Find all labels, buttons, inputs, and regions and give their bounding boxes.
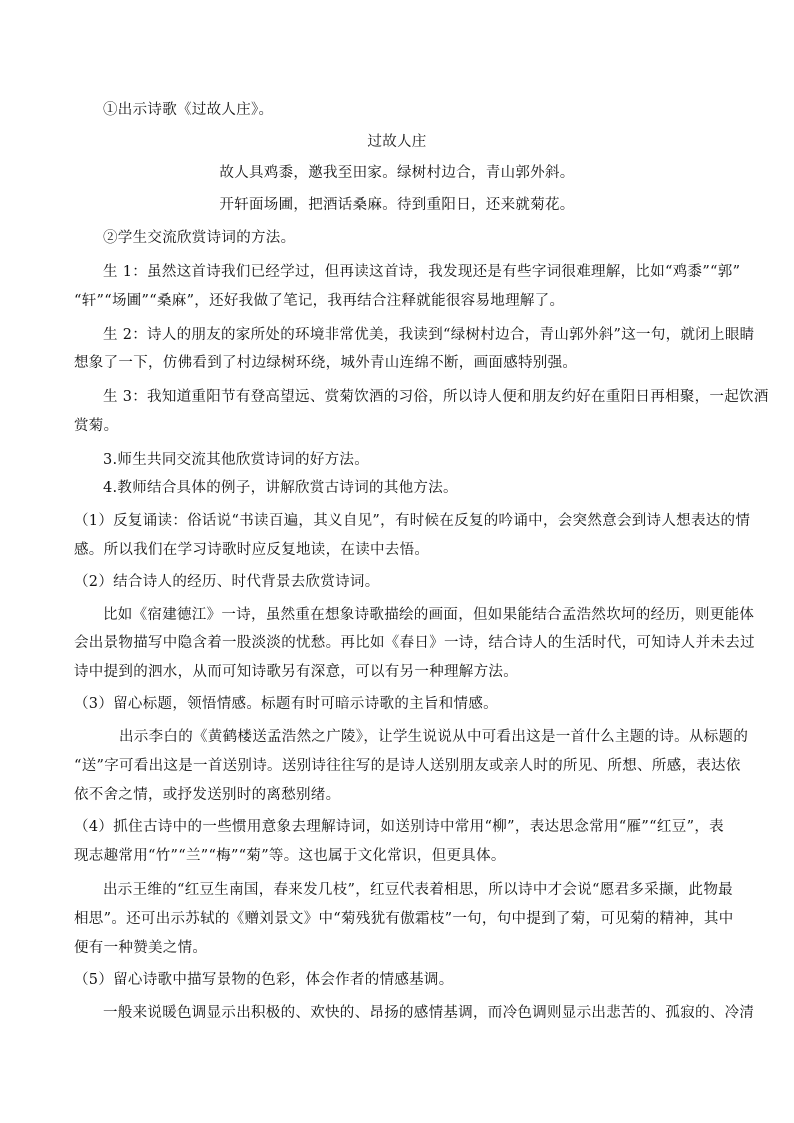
paragraph-line: 出示李白的《黄鹤楼送孟浩然之广陵》，让学生说说从中可看出这是一首什么主题的诗。从标题的	[119, 729, 749, 745]
paragraph-line: 出示王维的“红豆生南国，春来发几枝”，红豆代表着相思，所以诗中才会说“愿君多采撷，此物最	[103, 882, 733, 898]
paragraph-line: 赏菊。	[74, 418, 119, 434]
paragraph-line: 感。所以我们在学习诗歌时应反复地读，在读中去悟。	[74, 542, 430, 558]
poem-line-2: 开轩面场圃，把酒话桑麻。待到重阳日，还来就菊花。	[219, 197, 575, 213]
paragraph-line: 比如《宿建德江》一诗，虽然重在想象诗歌描绘的画面，但如果能结合孟浩然坎坷的经历，则更能体	[103, 607, 755, 623]
paragraph-line: 便有一种赞美之情。	[74, 940, 208, 956]
section-intro-line: ①出示诗歌《过故人庄》。	[103, 102, 274, 118]
paragraph-line: 一般来说暖色调显示出积极的、欢快的、昂扬的感情基调，而冷色调则显示出悲苦的、孤寂的、冷清	[103, 1005, 755, 1021]
paragraph-line: 现志趣常用“竹”“兰”“梅”“菊”等。这也属于文化常识，但更具体。	[74, 848, 506, 864]
paragraph-line: “轩”“场圃”“桑麻”，还好我做了笔记，我再结合注释就能很容易地理解了。	[74, 293, 565, 309]
poem-title: 过故人庄	[367, 134, 427, 150]
paragraph-line: 生 3：我知道重阳节有登高望远、赏菊饮酒的习俗，所以诗人便和朋友约好在重阳日再相聚，一起饮酒	[103, 389, 769, 405]
paragraph-line: （1）反复诵读：俗话说“书读百遍，其义自见”，有时候在反复的吟诵中，会突然意会到诗人想表达的情	[74, 513, 751, 529]
paragraph-line: 诗中提到的泗水，从而可知诗歌另有深意，可以有另一种理解方法。	[74, 664, 518, 680]
paragraph-line: 依不舍之情，或抒发送别时的离愁别绪。	[74, 787, 341, 803]
poem-line-1: 故人具鸡黍，邀我至田家。绿树村边合，青山郭外斜。	[219, 165, 575, 181]
sub-heading: （2）结合诗人的经历、时代背景去欣赏诗词。	[74, 574, 380, 590]
paragraph-line: 生 2：诗人的朋友的家所处的环境非常优美，我读到“绿树村边合，青山郭外斜”这一句，就闭上眼睛	[103, 327, 755, 343]
paragraph-line: 生 1：虽然这首诗我们已经学过，但再读这首诗，我发现还是有些字词很难理解，比如“鸡黍”“郭”	[103, 264, 741, 280]
numbered-item: 3.师生共同交流其他欣赏诗词的好方法。	[103, 452, 370, 468]
paragraph-line: “送”字可看出这是一首送别诗。送别诗往往写的是诗人送别朋友或亲人时的所见、所想、所感，表达依	[74, 758, 741, 774]
section-heading: ②学生交流欣赏诗词的方法。	[103, 230, 296, 246]
sub-heading: （5）留心诗歌中描写景物的色彩，体会作者的情感基调。	[74, 972, 454, 988]
sub-heading: （3）留心标题，领悟情感。标题有时可暗示诗歌的主旨和情感。	[74, 696, 498, 712]
paragraph-line: 想象了一下，仿佛看到了村边绿树环绕，城外青山连绵不断，画面感特别强。	[74, 355, 578, 371]
paragraph-line: （4）抓住古诗中的一些惯用意象去理解诗词，如送别诗中常用“柳”，表达思念常用“雁”“红豆”，表	[74, 819, 724, 835]
paragraph-line: 相思”。还可出示苏轼的《赠刘景文》中“菊残犹有傲霜枝”一句，句中提到了菊，可见菊的精神，其中	[74, 911, 734, 927]
numbered-item: 4.教师结合具体的例子，讲解欣赏古诗词的其他方法。	[103, 480, 458, 496]
paragraph-line: 会出景物描写中隐含着一股淡淡的忧愁。再比如《春日》一诗，结合诗人的生活时代，可知诗人并未去过	[74, 635, 755, 651]
